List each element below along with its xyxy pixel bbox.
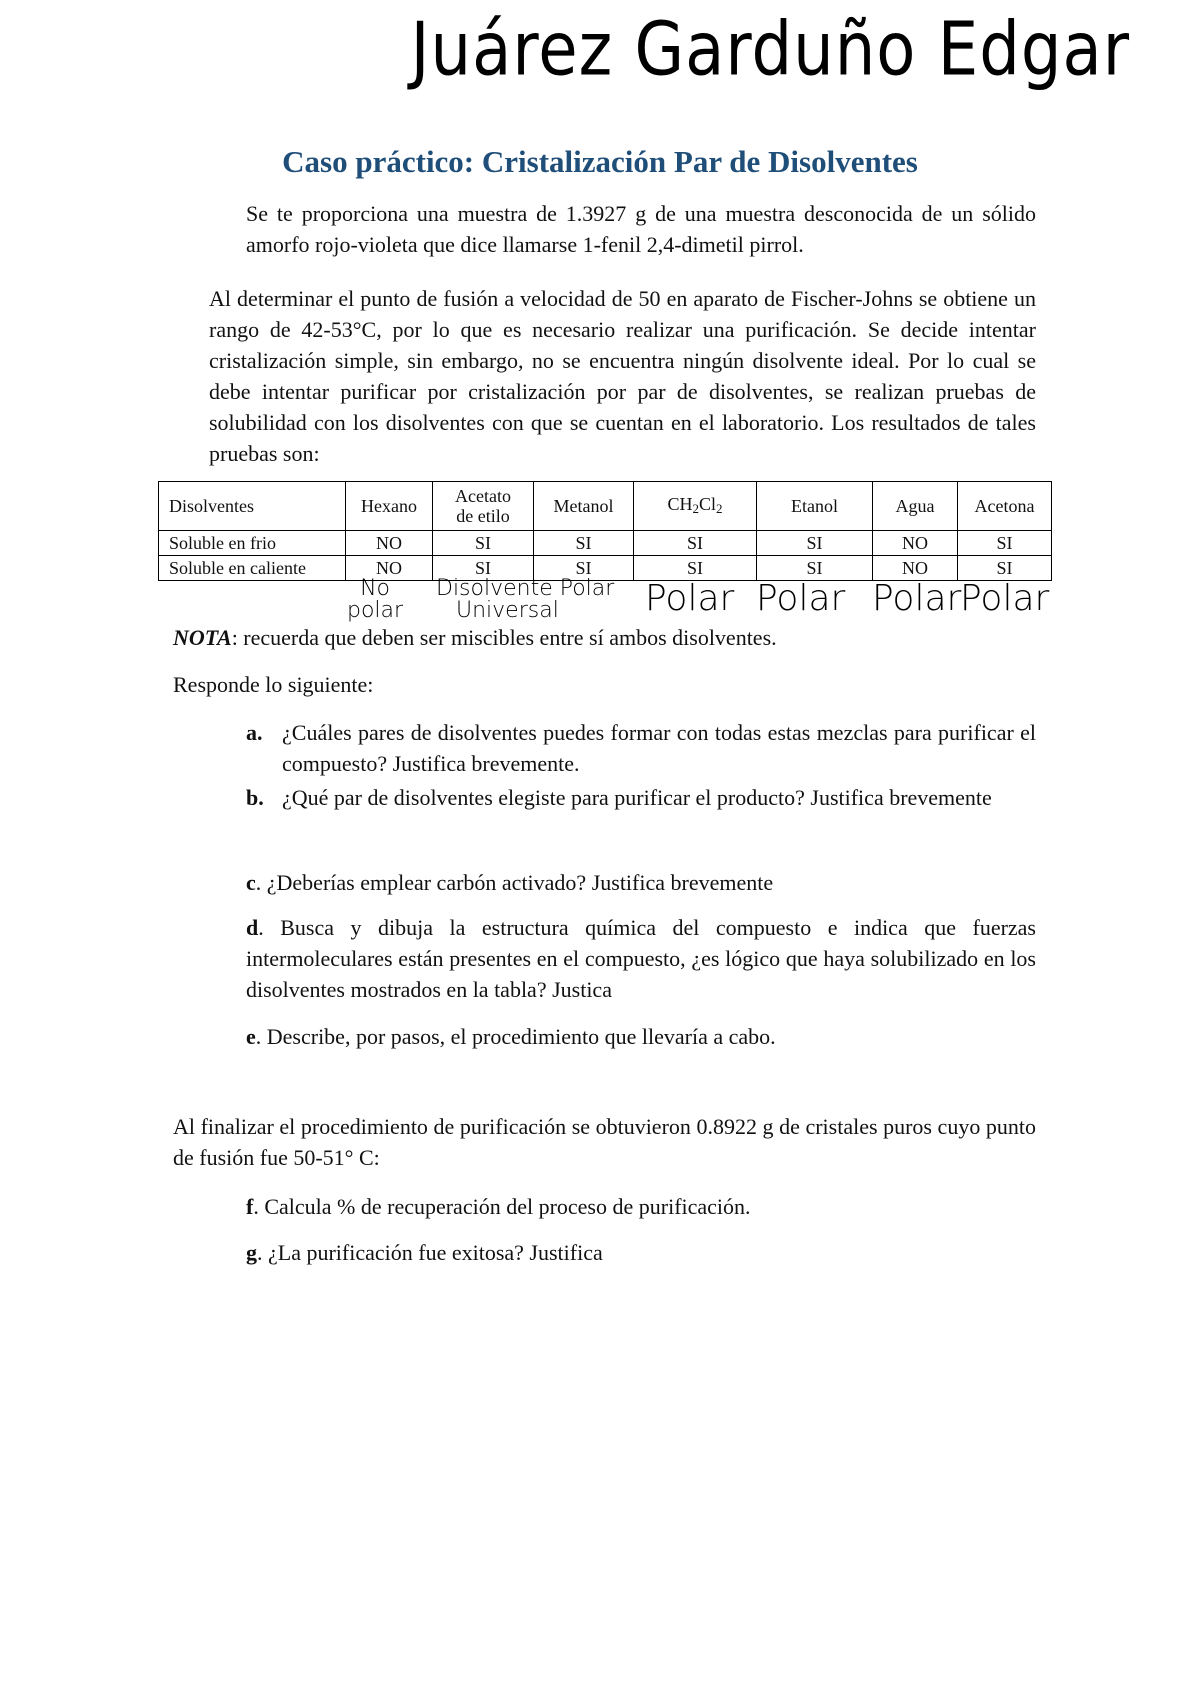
question-d: d. Busca y dibuja la estructura química del compuesto e indica que fuerzas intermoleculares están presentes en el compuesto, ¿es lógico que haya solubilizado en los disolventes mostrados en la tabla? Justica [246, 915, 1036, 1002]
handwritten-polar-ch2cl2: Polar [756, 578, 846, 619]
table-cell: NO [873, 556, 958, 581]
note: NOTA: recuerda que deben ser miscibles entre sí ambos disolventes. [173, 625, 777, 650]
handwritten-signature: Juárez Garduño Edgar [410, 8, 1130, 94]
table-cell: SI [958, 556, 1052, 581]
table-header-row [159, 482, 1052, 531]
solvent-agua: Agua [873, 482, 958, 531]
respond-heading: Responde lo siguiente: [173, 672, 374, 697]
solubility-table [158, 481, 1052, 581]
table-cell: NO [346, 531, 433, 556]
table-cell: SI [534, 556, 634, 581]
table-cell: SI [433, 556, 534, 581]
solvent-acetona: Acetona [958, 482, 1052, 531]
table-cell: SI [757, 556, 873, 581]
table-cell: SI [958, 531, 1052, 556]
handwritten-polar-etanol: Polar [872, 578, 962, 619]
question-a: a. ¿Cuáles pares de disolventes puedes formar con todas estas mezclas para purificar el compuesto? Justifica brevemente. [246, 720, 1036, 776]
question-c: c. ¿Deberías emplear carbón activado? Justifica brevemente [246, 870, 774, 895]
table-cell: NO [873, 531, 958, 556]
solvent-metanol: Metanol [534, 482, 634, 531]
row-label: Soluble en caliente [159, 556, 346, 581]
table-cell: NO [346, 556, 433, 581]
table-cell: SI [634, 556, 757, 581]
handwritten-polar-agua: Polar [960, 578, 1050, 619]
handwritten-no-polar: No polar [347, 576, 404, 623]
header-label: Disolventes [159, 482, 346, 531]
solvent-etanol: Etanol [757, 482, 873, 531]
question-e: e. Describe, por pasos, el procedimiento que llevaría a cabo. [246, 1024, 776, 1049]
result-paragraph: Al finalizar el procedimiento de purificación se obtuvieron 0.8922 g de cristales puros cuyo punto de fusión fue 50-51° C: [173, 1114, 1036, 1170]
solvent-hexano: Hexano [346, 482, 433, 531]
question-b: b. ¿Qué par de disolventes elegiste para purificar el producto? Justifica brevemente [246, 785, 992, 810]
context-paragraph: Al determinar el punto de fusión a velocidad de 50 en aparato de Fischer-Johns se obtiene un rango de 42-53°C, por lo que es necesario realizar una purificación. Se decide intentar cristalización simple, sin embargo, no se encuentra ningún disolvente ideal. Por lo cual se debe intentar purificar por cristalización por par de disolventes, se realizan pruebas de solubilidad con los disolventes con que se cuentan en el laboratorio. Los resultados de tales pruebas son: [209, 286, 1036, 466]
table-row [159, 531, 1052, 556]
handwritten-polar-metanol: Polar [645, 578, 735, 619]
table-cell: SI [634, 531, 757, 556]
row-label: Soluble en frio [159, 531, 346, 556]
solvent-acetato: Acetato de etilo [433, 482, 534, 531]
intro-paragraph: Se te proporciona una muestra de 1.3927 g de una muestra desconocida de un sólido amorfo rojo-violeta que dice llamarse 1-fenil 2,4-dimetil pirrol. [246, 201, 1036, 257]
question-g: g. ¿La purificación fue exitosa? Justifica [246, 1240, 603, 1265]
table-cell: SI [433, 531, 534, 556]
page-title: Caso práctico: Cristalización Par de Disolventes [282, 144, 918, 179]
solvent-ch2cl2: $CH_2Cl_2$ [634, 482, 757, 531]
question-f: f. Calcula % de recuperación del proceso de purificación. [246, 1194, 751, 1219]
table-cell: SI [757, 531, 873, 556]
table-cell: SI [534, 531, 634, 556]
handwritten-disolvente-polar: Disolvente Polar Universal [436, 576, 615, 623]
